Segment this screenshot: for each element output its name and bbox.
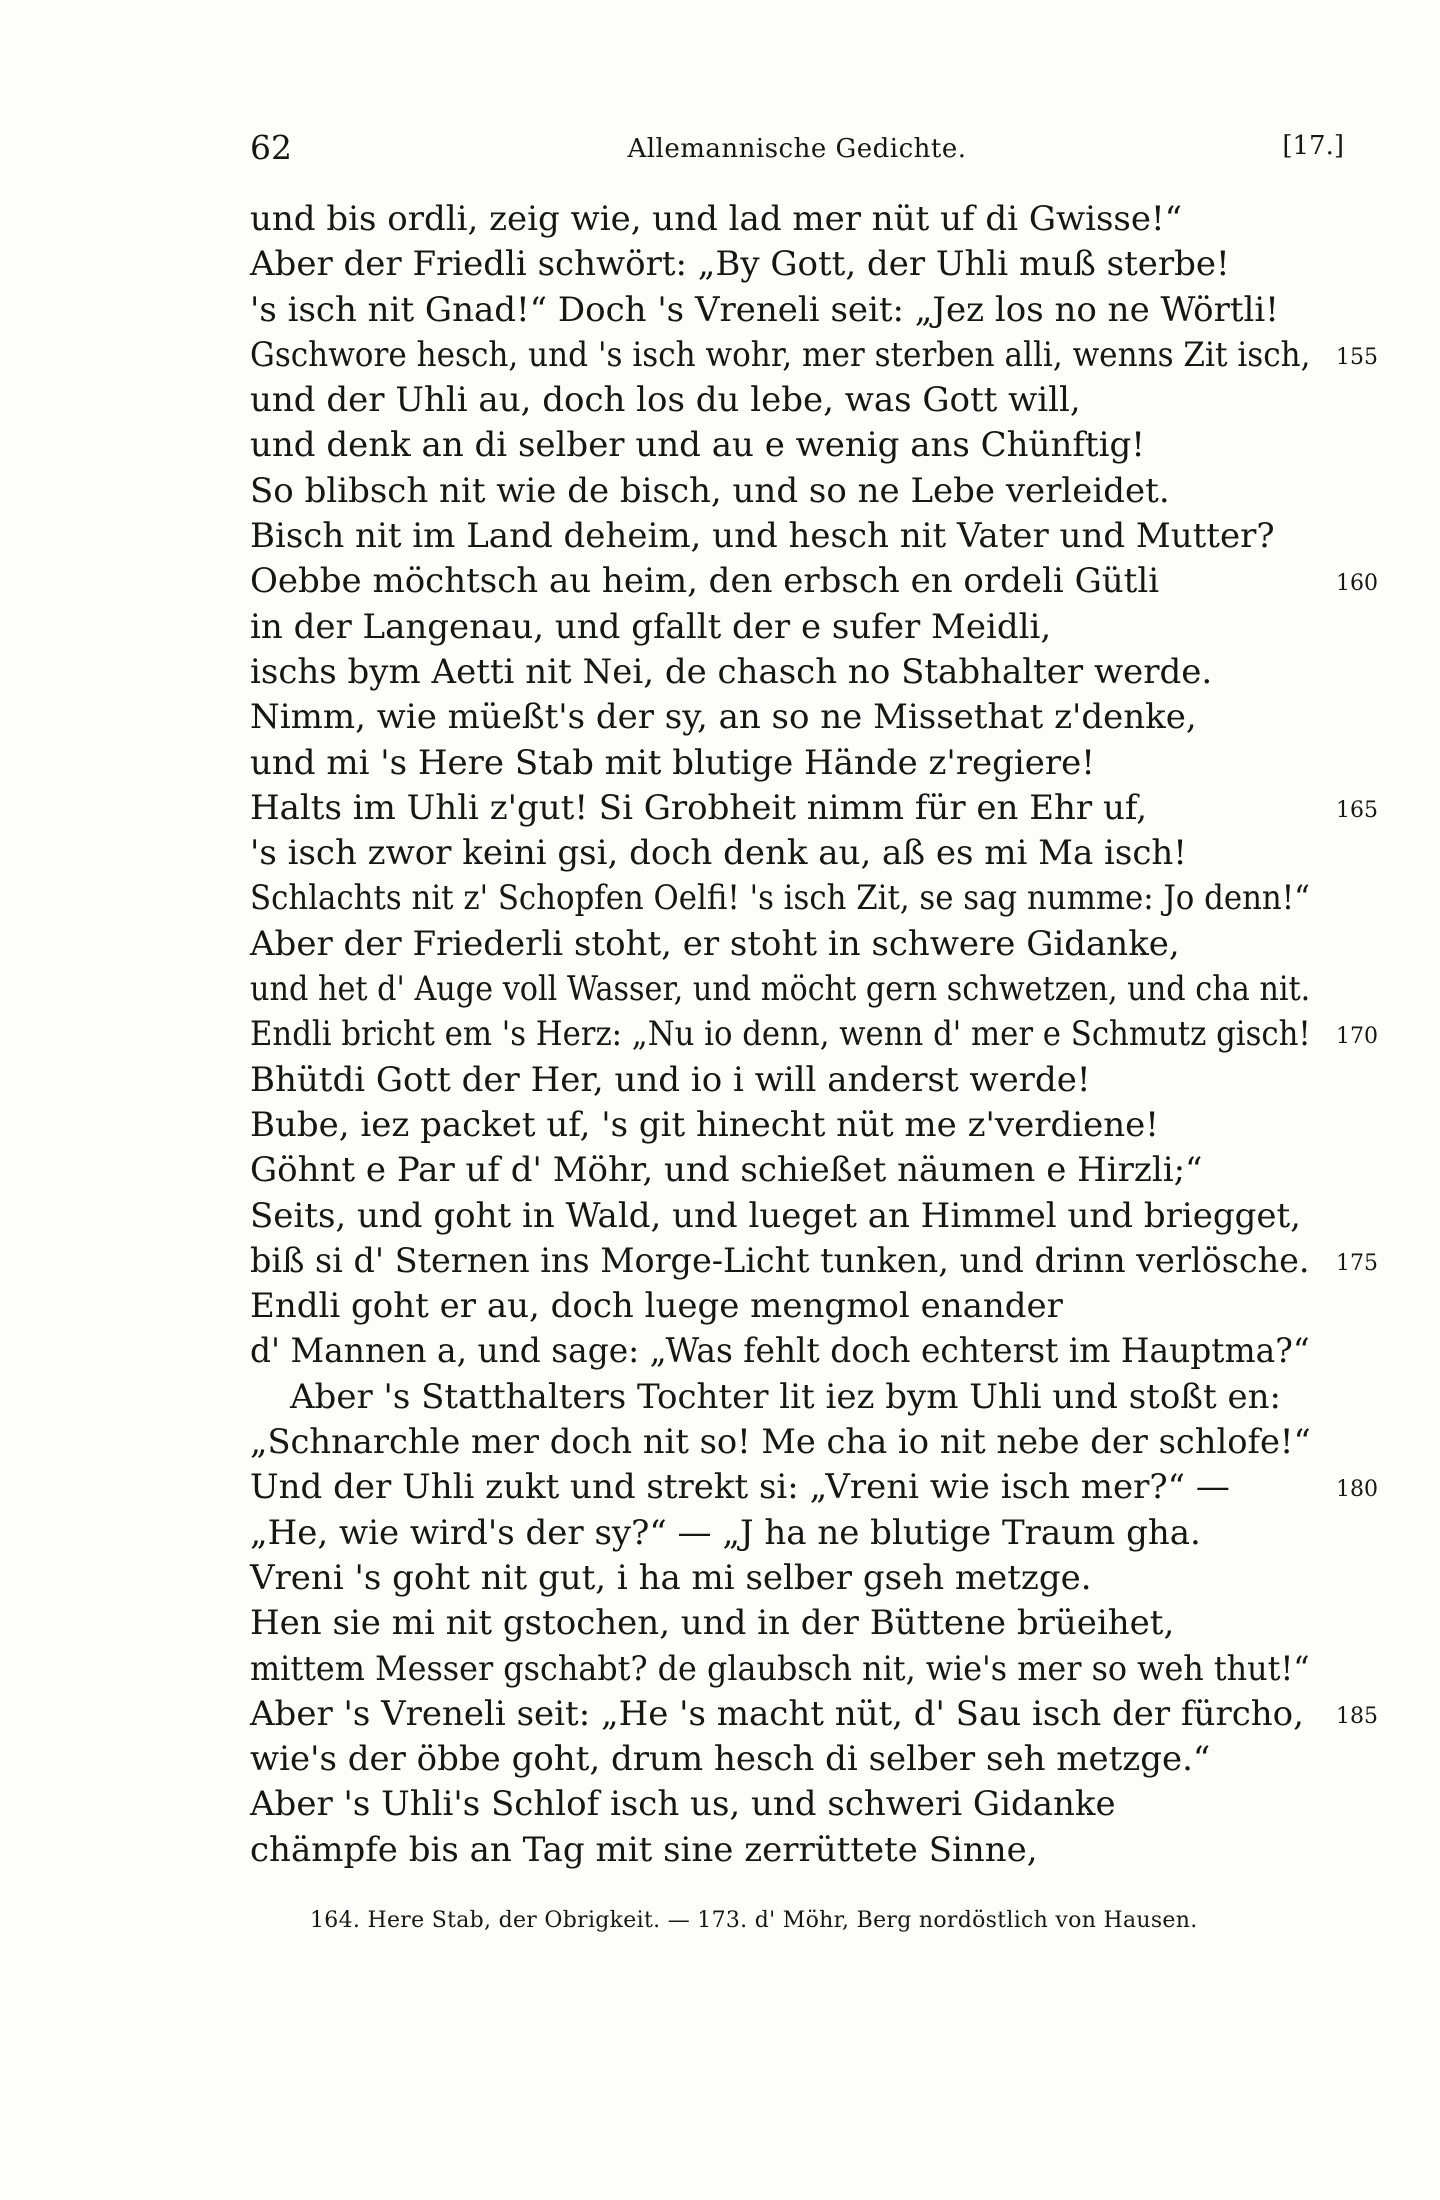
verse-line [250, 1465, 1390, 1510]
verse-text: und het d' Auge voll Wasser, und möcht gern schwetzen, und cha nit. [250, 969, 1311, 1010]
verse-text: So blibsch nit wie de bisch, und so ne Lebe verleidet. [250, 470, 1170, 511]
running-title: Allemannische Gedichte. [627, 134, 967, 164]
verse-text: Schlachts nit z' Schopfen Oelfi! 's isch Zit, se sag numme: Jo denn!“ [250, 878, 1310, 919]
verse-line [250, 967, 1390, 1012]
verse-text: und mi 's Here Stab mit blutige Hände z'regiere! [250, 742, 1095, 783]
verse-text: mittem Messer gschabt? de glaubsch nit, wie's mer so weh thut!“ [250, 1648, 1310, 1689]
verse-line [250, 378, 1390, 423]
verse-text: Bube, iez packet uf, 's git hinecht nüt me z'verdiene! [250, 1104, 1159, 1145]
verse-line [250, 1284, 1390, 1329]
verse-line [250, 514, 1390, 559]
verse-text: Und der Uhli zukt und strekt si: „Vreni wie isch mer?“ — [250, 1467, 1230, 1508]
verse-text: Halts im Uhli z'gut! Si Grobheit nimm für en Ehr uf, [250, 787, 1148, 828]
verse-line [250, 559, 1390, 604]
verse-line [250, 1782, 1390, 1827]
line-number: 185 [1336, 1703, 1378, 1729]
verse-text: Seits, und goht in Wald, und lueget an Himmel und briegget, [250, 1195, 1301, 1236]
verse-line [250, 1737, 1390, 1782]
line-number: 180 [1336, 1477, 1378, 1503]
verse-line [250, 288, 1390, 333]
verse-line [250, 605, 1390, 650]
verse-line [250, 1647, 1390, 1692]
verse-line [250, 1601, 1390, 1646]
line-number: 170 [1336, 1024, 1378, 1050]
verse-line [250, 197, 1390, 242]
verse-line [250, 1420, 1390, 1465]
verse-text: Endli goht er au, doch luege mengmol enander [250, 1286, 1063, 1327]
verse-text: „He, wie wird's der sy?“ — „J ha ne blutige Traum gha. [250, 1512, 1201, 1553]
verse-line [250, 242, 1390, 287]
verse-text: Endli bricht em 's Herz: „Nu io denn, wenn d' mer e Schmutz gisch! [250, 1014, 1311, 1055]
verse-line [250, 922, 1390, 967]
verse-text: Göhnt e Par uf d' Möhr, und schießet näumen e Hirzli;“ [250, 1150, 1203, 1191]
verse-text: Gschwore hesch, und 's isch wohr, mer sterben alli, wenns Zit isch, [250, 334, 1311, 375]
verse-line [250, 1058, 1390, 1103]
verse-text: d' Mannen a, und sage: „Was fehlt doch echterst im Hauptma?“ [250, 1331, 1310, 1372]
verse-text: ischs bym Aetti nit Nei, de chasch no Stabhalter werde. [250, 651, 1213, 692]
verse-text: und denk an di selber und au e wenig ans Chünftig! [250, 425, 1145, 466]
verse-line [250, 741, 1390, 786]
verse-line [250, 1239, 1390, 1284]
verse-line [250, 1375, 1390, 1420]
verse-line [250, 1511, 1390, 1556]
verse-text: Nimm, wie müeßt's der sy, an so ne Missethat z'denke, [250, 697, 1197, 738]
verse-line [250, 695, 1390, 740]
verse-line [250, 1329, 1390, 1374]
verse-line [250, 831, 1390, 876]
verse-line [250, 1103, 1390, 1148]
verse-line [250, 1556, 1390, 1601]
page-number: 62 [250, 128, 292, 167]
verse-line [250, 1692, 1390, 1737]
verse-line [250, 333, 1390, 378]
verse-text: 's isch nit Gnad!“ Doch 's Vreneli seit: „Jez los no ne Wörtli! [250, 289, 1279, 330]
verse-line [250, 423, 1390, 468]
verse-text: und bis ordli, zeig wie, und lad mer nüt uf di Gwisse!“ [250, 199, 1183, 239]
verse-line [250, 650, 1390, 695]
sheet-signature: [17.] [1282, 131, 1344, 161]
line-number: 175 [1336, 1250, 1378, 1276]
verse-text: Aber 's Uhli's Schlof isch us, und schweri Gidanke [250, 1784, 1116, 1825]
verse-line [250, 469, 1390, 514]
verse-text: Bisch nit im Land deheim, und hesch nit Vater und Mutter? [250, 516, 1275, 557]
verse-text: Bhütdi Gott der Her, und io i will anderst werde! [250, 1059, 1091, 1100]
verse-text: Aber 's Vreneli seit: „He 's macht nüt, d' Sau isch der fürcho, [250, 1693, 1304, 1734]
verse-text: 's isch zwor keini gsi, doch denk au, aß es mi Ma isch! [250, 833, 1187, 874]
verse-text: und der Uhli au, doch los du lebe, was Gott will, [250, 380, 1081, 421]
verse-line [250, 1012, 1390, 1057]
verse-text: Aber 's Statthalters Tochter lit iez bym Uhli und stoßt en: [290, 1376, 1281, 1417]
verse-text: Vreni 's goht nit gut, i ha mi selber gseh metzge. [250, 1557, 1092, 1598]
verse-text: chämpfe bis an Tag mit sine zerrüttete Sinne, [250, 1829, 1038, 1870]
verse-text: Oebbe möchtsch au heim, den erbsch en ordeli Gütli [250, 561, 1160, 602]
poem-text [250, 197, 1390, 1873]
verse-text: Hen sie mi nit gstochen, und in der Büttene brüeihet, [250, 1603, 1175, 1644]
verse-line [250, 876, 1390, 921]
verse-text: wie's der öbbe goht, drum hesch di selber seh metzge.“ [250, 1739, 1211, 1780]
verse-line [250, 1194, 1390, 1239]
line-number: 155 [1336, 344, 1378, 370]
line-number: 160 [1336, 571, 1378, 597]
verse-line [250, 786, 1390, 831]
page-header [250, 128, 1344, 176]
verse-text: biß si d' Sternen ins Morge-Licht tunken, und drinn verlösche. [250, 1240, 1310, 1281]
verse-text: „Schnarchle mer doch nit so! Me cha io nit nebe der schlofe!“ [250, 1422, 1311, 1463]
footnote: 164. Here Stab, der Obrigkeit. — 173. d' Möhr, Berg nordöstlich von Hausen. [310, 1908, 1198, 1933]
line-number: 165 [1336, 797, 1378, 823]
verse-text: Aber der Friedli schwört: „By Gott, der Uhli muß sterbe! [250, 244, 1230, 285]
verse-text: Aber der Friederli stoht, er stoht in schwere Gidanke, [250, 923, 1180, 964]
verse-text: in der Langenau, und gfallt der e sufer Meidli, [250, 606, 1052, 647]
verse-line [250, 1828, 1390, 1873]
verse-line [250, 1148, 1390, 1193]
